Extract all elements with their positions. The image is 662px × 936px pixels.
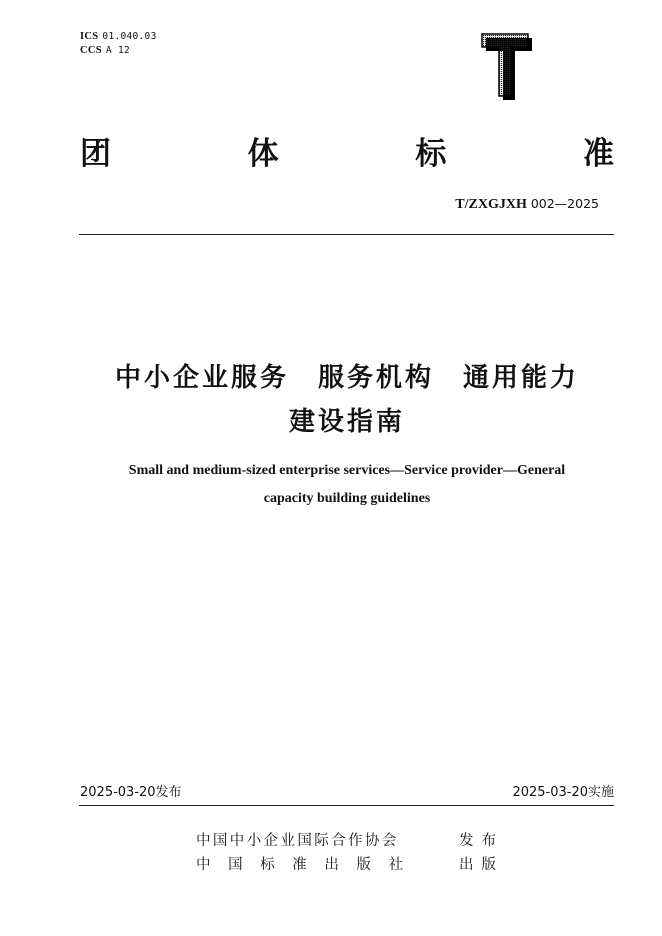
- standard-code-number: 002—2025: [526, 196, 599, 211]
- issue-date: 2025-03-20发布: [80, 785, 182, 800]
- ccs-value: A 12: [105, 45, 130, 56]
- ics-label: ICS: [80, 31, 99, 42]
- standard-type-char: 标: [415, 136, 447, 172]
- standard-t-logo: [481, 33, 533, 101]
- publisher-name: 中国中小企业国际合作协会: [196, 833, 399, 849]
- standard-type-char: 体: [247, 136, 279, 172]
- printer-row: [196, 854, 504, 876]
- top-divider: [79, 234, 614, 235]
- english-title-line-1: Small and medium-sized enterprise services—Service provider—General: [128, 463, 566, 478]
- standard-type-char: 团: [80, 136, 111, 172]
- ccs-line: [80, 44, 157, 58]
- publisher-row: [196, 830, 504, 852]
- ccs-label: CCS: [80, 45, 102, 56]
- chinese-title-line-2: 建设指南: [288, 407, 405, 437]
- classification-codes: [80, 30, 157, 58]
- publisher-action: 发布: [459, 833, 504, 849]
- ics-value: 01.040.03: [102, 31, 157, 42]
- standard-type-char: 准: [582, 136, 614, 172]
- standard-code-prefix: T/ZXGJXH: [455, 197, 527, 212]
- implementation-date: 2025-03-20实施: [512, 785, 614, 800]
- chinese-title-line-1: 中小企业服务 服务机构 通用能力: [114, 363, 579, 393]
- english-title-line-2: capacity building guidelines: [263, 491, 431, 506]
- standard-type-heading: [80, 134, 614, 174]
- standard-code: [455, 196, 599, 213]
- printer-action: 出版: [459, 857, 504, 873]
- printer-name: 中国标准出版社: [196, 857, 421, 873]
- bottom-divider: [79, 805, 614, 806]
- ics-line: [80, 30, 157, 44]
